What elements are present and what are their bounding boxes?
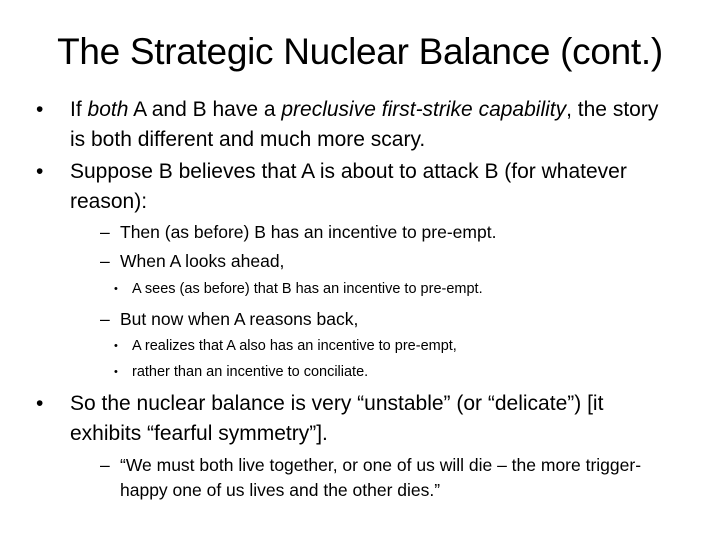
bullet-preclusive-first-strike: [36, 95, 676, 155]
emphasis-both: both: [87, 98, 129, 121]
bullet-marker: •: [114, 283, 118, 295]
emphasis-capability: preclusive first-strike capability: [281, 98, 567, 121]
text-segment: If: [70, 98, 88, 121]
sub-bullet-a-looks-ahead: [100, 249, 670, 274]
bullet-marker: •: [114, 366, 118, 378]
sub-sub-bullet-text: A sees (as before) that B has an incentive to pre-empt.: [132, 281, 483, 297]
slide-title: The Strategic Nuclear Balance (cont.): [57, 31, 663, 72]
bullet-marker: •: [36, 392, 44, 415]
bullet-suppose-b-believes: [36, 157, 676, 217]
sub-bullet-text: But now when A reasons back,: [120, 309, 359, 329]
bullet-text: Suppose B believes that A is about to attack B (for whatever reason):: [70, 160, 627, 213]
bullet-text: [70, 95, 676, 155]
bullet-text: So the nuclear balance is very “unstable” (or “delicate”) [it exhibits “fearful symmetry”].: [70, 392, 604, 445]
text-segment: A and B have a: [128, 98, 282, 121]
dash-marker: –: [100, 222, 110, 242]
sub-bullet-text: When A looks ahead,: [120, 251, 285, 271]
sub-bullet-a-reasons-back: [100, 307, 670, 332]
sub-bullet-text: Then (as before) B has an incentive to pre-empt.: [120, 222, 497, 242]
sub-sub-bullet-a-sees: [114, 279, 674, 299]
bullet-marker: •: [36, 160, 44, 183]
sub-bullet-quote: [100, 453, 670, 503]
dash-marker: –: [100, 251, 110, 271]
bullet-unstable-balance: [36, 389, 676, 449]
bullet-marker: •: [114, 340, 118, 352]
sub-sub-bullet-text: rather than an incentive to conciliate.: [132, 364, 369, 380]
sub-bullet-text: “We must both live together, or one of us will die – the more trigger-happy one of us lives and the other dies.”: [120, 455, 642, 500]
text-segment: , the story is both different and much more scary.: [70, 98, 659, 151]
dash-marker: –: [100, 455, 110, 475]
dash-marker: –: [100, 309, 110, 329]
sub-bullet-then-b-preempt: [100, 220, 670, 245]
sub-sub-bullet-a-realizes: [114, 336, 674, 356]
sub-sub-bullet-rather-than: [114, 362, 674, 382]
sub-sub-bullet-text: A realizes that A also has an incentive to pre-empt,: [132, 338, 457, 354]
bullet-marker: •: [36, 98, 44, 121]
